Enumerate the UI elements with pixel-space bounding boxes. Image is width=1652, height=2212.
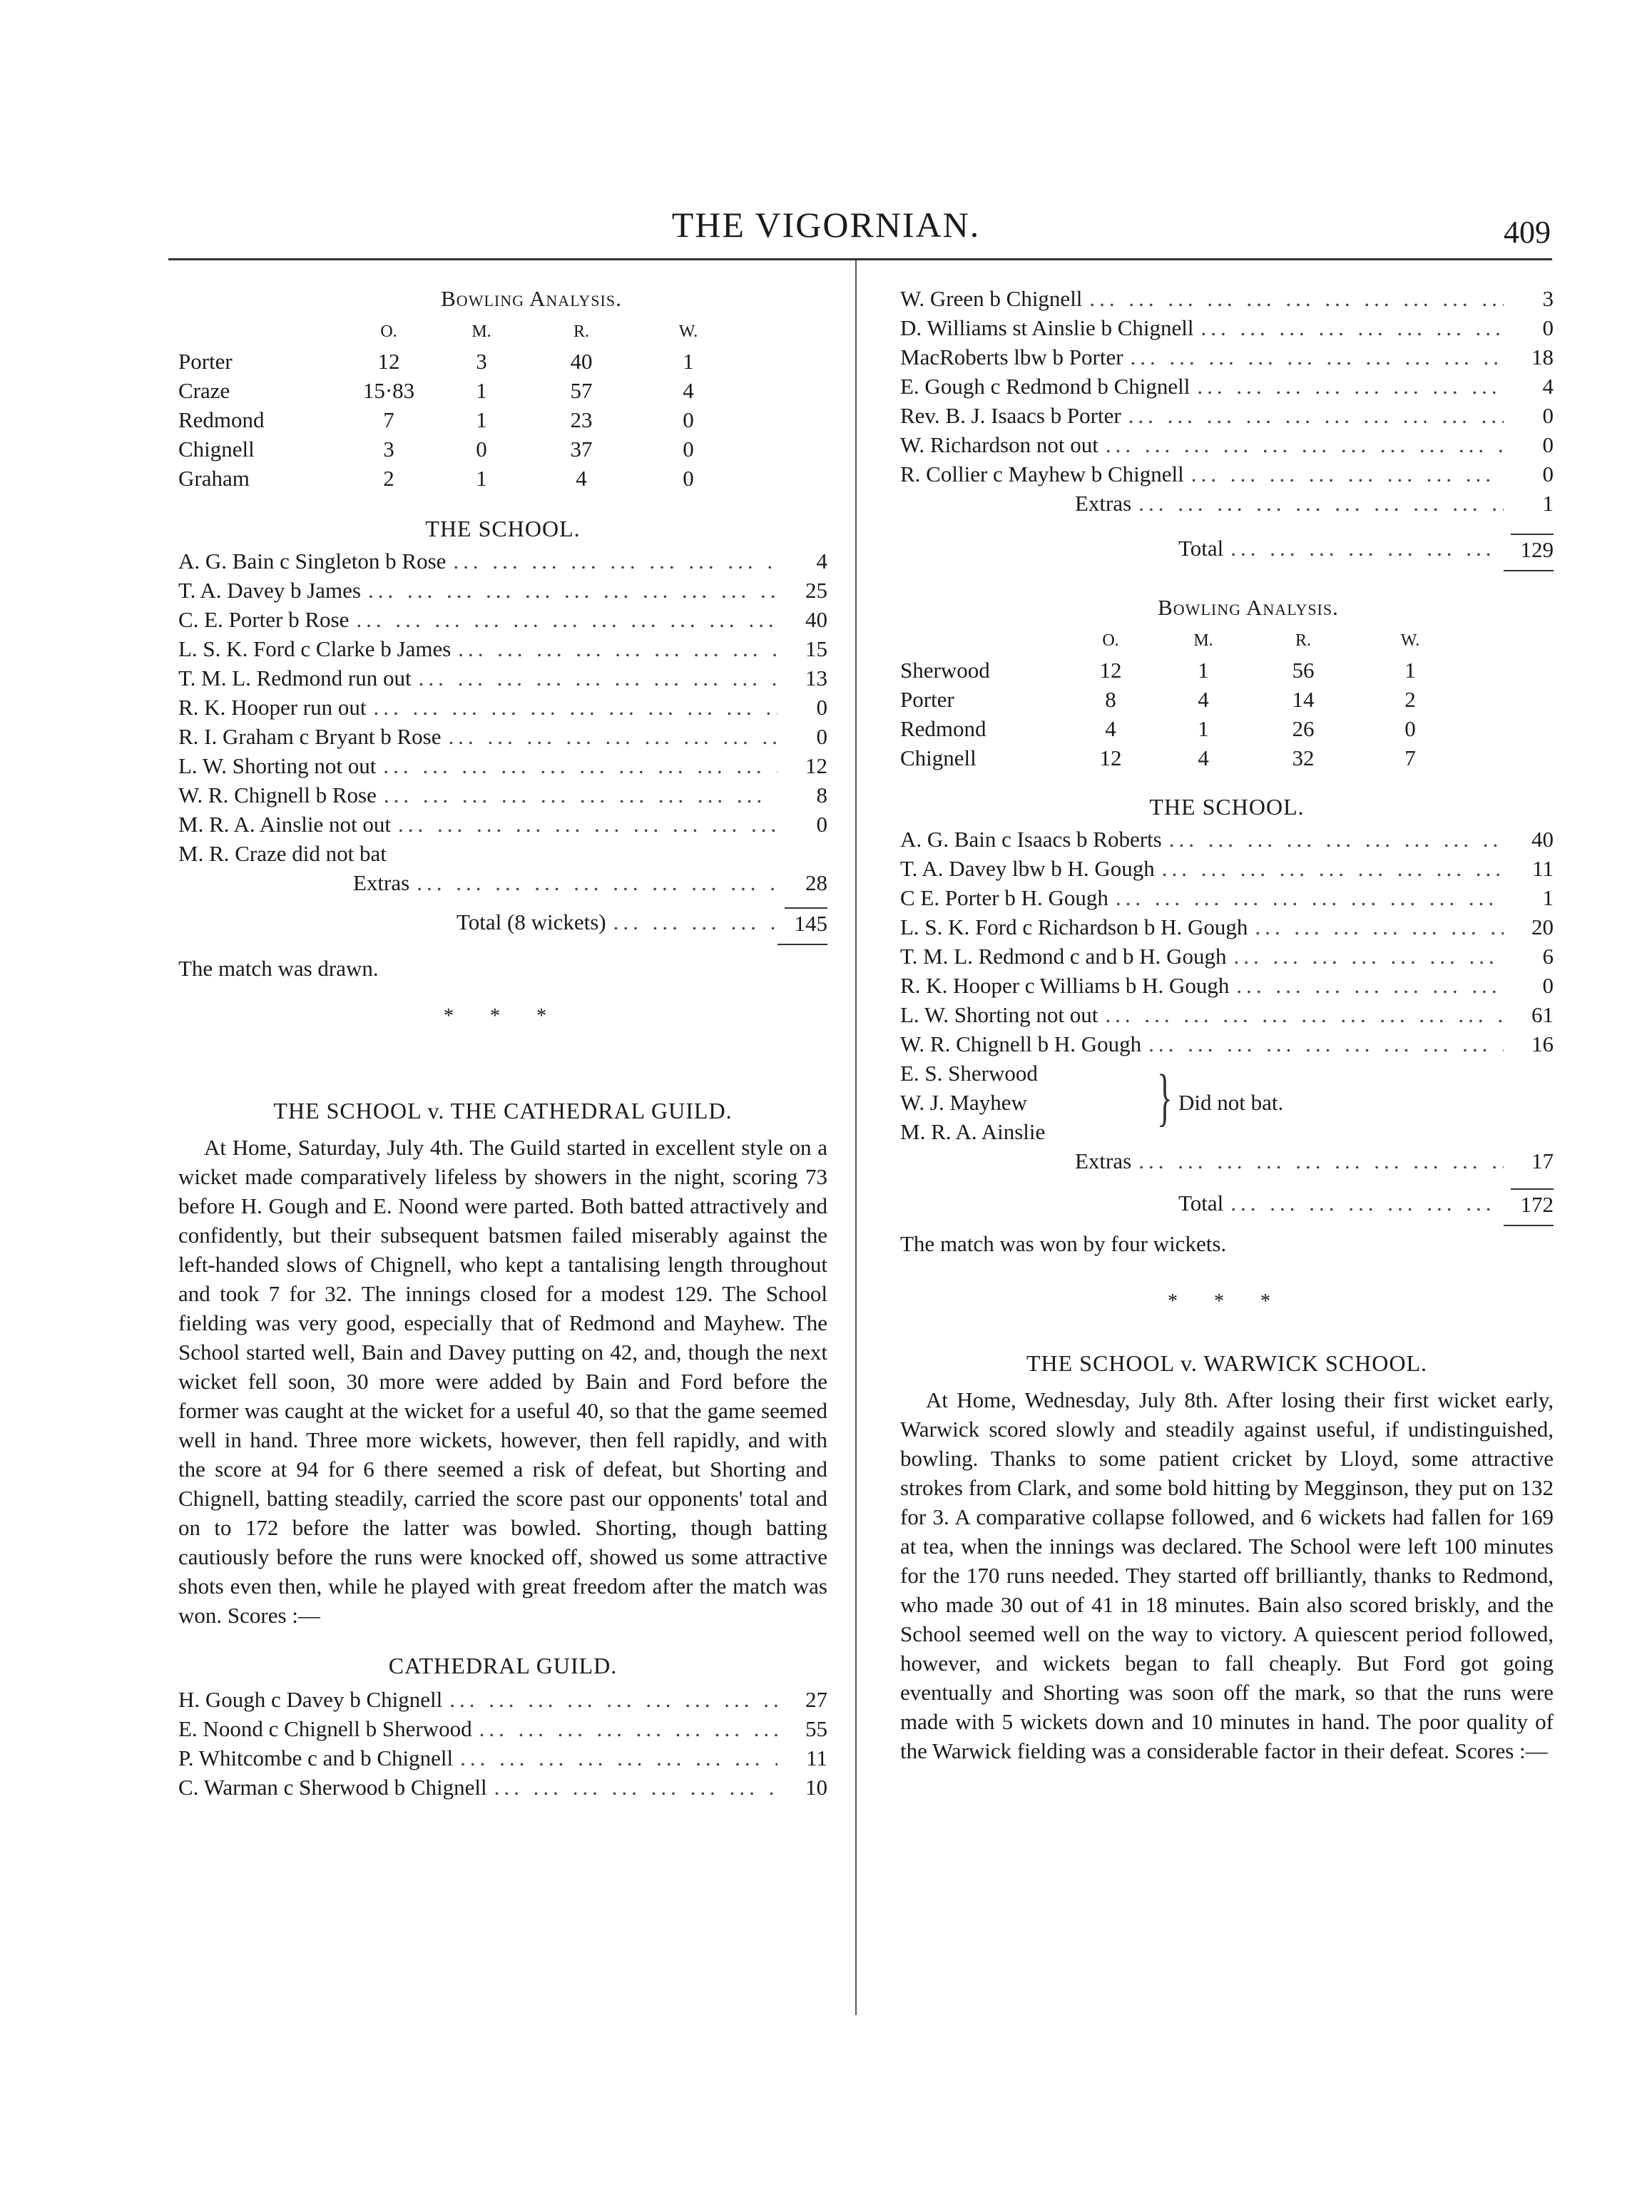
batsman-name: W. Green b Chignell [900,286,1083,311]
bowling-cell-r: 56 [1292,658,1315,683]
bowling-cell-name: Sherwood [900,658,990,683]
batsman-runs: 1 [1542,885,1554,910]
dnb-name: E. S. Sherwood [900,1061,1038,1086]
batsman-runs: 0 [1542,432,1554,457]
dot-leader [356,605,777,634]
bowling-row [178,464,827,493]
page-title: THE VIGORNIAN. [671,205,981,245]
bowling-row [900,685,1554,714]
column-divider [855,260,857,2015]
header-rule [168,258,1552,260]
col-runs: R. [573,322,589,341]
batsman-runs: 10 [805,1775,827,1800]
dot-leader [1106,430,1504,459]
batsman-row [178,546,827,576]
batsman-runs: 55 [805,1716,827,1741]
batsman-runs: 40 [1531,827,1554,852]
batsman-runs: 6 [1542,944,1554,969]
section-separator: * * * [1168,1290,1286,1313]
dot-leader [494,1773,777,1802]
batsman-name: M. R. A. Ainslie not out [178,812,391,837]
batsman-runs: 3 [1542,286,1554,311]
bowling-cell-r: 23 [570,407,593,432]
batsman-row [900,459,1554,489]
batsman-row [900,825,1554,854]
batsman-row [900,942,1554,971]
batsman-runs: 0 [1542,462,1554,486]
bowling-cell-m: 1 [476,378,487,403]
bowling-analysis-title: Bowling Analysis. [441,286,622,311]
dot-leader [419,663,777,693]
dot-leader [453,546,777,576]
batsman-name: A. G. Bain c Singleton b Rose [178,549,447,574]
bowling-cell-m: 4 [1198,687,1209,712]
right-column [900,284,1554,1765]
batsman-runs: 4 [1542,374,1554,399]
bowling-cell-o: 12 [377,349,400,374]
batsman-row [178,810,827,839]
batsman-runs: 13 [805,666,827,690]
match-title: THE SCHOOL v. THE CATHEDRAL GUILD. [273,1098,733,1123]
bowling-cell-m: 1 [476,466,487,491]
bowling-cell-w: 4 [683,378,694,403]
dnb-label: Did not bat. [1178,1090,1284,1115]
dnb-name: M. R. A. Ainslie [900,1119,1046,1144]
batsman-runs: 4 [816,549,827,574]
dot-leader [383,751,777,780]
batsman-runs: 0 [816,724,827,749]
dot-leader [460,1743,777,1773]
bowling-analysis-header [900,626,1554,656]
bowling-cell-r: 40 [570,349,593,374]
dot-leader [1131,342,1504,372]
batsman-runs: 11 [806,1745,827,1770]
batsman-name: MacRoberts lbw b Porter [900,345,1123,369]
bowling-cell-m: 4 [1198,745,1209,770]
batsman-row [900,401,1554,430]
batsman-name: L. W. Shorting not out [900,1002,1098,1027]
bowling-cell-r: 26 [1292,716,1315,741]
batsman-name: T. M. L. Redmond run out [178,666,412,690]
batsman-name: C. E. Porter b Rose [178,607,350,632]
bowling-analysis-header [178,317,827,347]
batsman-row [178,693,827,722]
bowling-cell-r: 57 [570,378,593,403]
batsman-runs: 16 [1531,1031,1554,1056]
batsman-row [900,912,1554,942]
match-result: The match was drawn. [178,956,379,981]
extras-row: Extras ... . 1 [900,489,1554,518]
dot-leader [1201,313,1504,342]
bowling-row [178,376,827,405]
bowling-cell-m: 1 [1198,658,1209,683]
bowling-cell-w: 0 [683,407,694,432]
bowling-cell-r: 32 [1292,745,1315,770]
bowling-cell-name: Craze [178,378,230,403]
batsman-row [178,1743,827,1773]
batsman-runs: 0 [1542,315,1554,340]
dot-leader [1255,912,1504,942]
bowling-cell-w: 0 [683,437,694,462]
match-result: The match was won by four wickets. [900,1231,1227,1256]
dot-leader [1233,942,1504,971]
dot-leader [384,780,777,810]
did-not-bat-group [900,1059,1554,1146]
batsman-row [178,663,827,693]
bowling-row [178,434,827,464]
did-not-bat: M. R. Craze did not bat [178,841,387,866]
batsman-row [900,1000,1554,1029]
section-separator: * * * [444,1005,562,1027]
batsman-name: W. R. Chignell b Rose [178,783,377,807]
batsman-name: W. Richardson not out [900,432,1098,457]
dot-leader [1116,883,1504,912]
batsman-row [900,284,1554,313]
left-column [178,284,827,1802]
batsman-row [178,634,827,663]
batsman-name: T. A. Davey lbw b H. Gough [900,856,1155,881]
batsman-name: C. Warman c Sherwood b Chignell [178,1775,487,1800]
scorecard-table [178,1685,827,1802]
bowling-cell-m: 0 [476,437,487,462]
bowling-cell-r: 14 [1292,687,1315,712]
batsman-name: L. W. Shorting not out [178,753,377,778]
bowling-row [178,405,827,434]
batsman-runs: 0 [1542,403,1554,428]
batsman-name: R. K. Hooper c Williams b H. Gough [900,973,1230,998]
batsman-row [900,883,1554,912]
bowling-cell-o: 2 [383,466,394,491]
batsman-runs: 12 [805,753,827,778]
dot-leader [1191,459,1504,489]
dot-leader [1089,284,1504,313]
batsman-row [900,313,1554,342]
section-heading: THE SCHOOL. [1149,794,1305,820]
dot-leader [373,693,777,722]
batsman-runs: 11 [1532,856,1554,881]
batsman-row [178,1714,827,1743]
col-wickets: W. [1400,631,1420,650]
col-runs: R. [1295,631,1311,650]
bowling-cell-r: 37 [570,437,593,462]
dot-leader [449,1685,777,1714]
dot-leader [1236,971,1504,1000]
total-row: Total (8 wickets) ... . 145 [178,907,827,938]
batsman-name: Rev. B. J. Isaacs b Porter [900,403,1121,428]
batsman-name: T. A. Davey b James [178,578,361,603]
batsman-name: H. Gough c Davey b Chignell [178,1687,443,1712]
batsman-row [178,1773,827,1802]
batsman-row [900,854,1554,883]
bowling-cell-o: 4 [1105,716,1116,741]
batsman-name: D. Williams st Ainslie b Chignell [900,315,1194,340]
col-overs: O. [1102,631,1119,650]
bowling-cell-o: 8 [1105,687,1116,712]
dnb-name: W. J. Mayhew [900,1090,1027,1115]
batsman-runs: 25 [805,578,827,603]
batsman-row [178,751,827,780]
batsman-row [900,342,1554,372]
batsman-row [178,1685,827,1714]
bowling-cell-name: Graham [178,466,250,491]
bowling-cell-w: 1 [1404,658,1416,683]
dot-leader [448,722,777,751]
bowling-cell-name: Porter [900,687,954,712]
scorecard-table [900,825,1554,1059]
batsman-name: L. S. K. Ford c Richardson b H. Gough [900,914,1248,939]
batsman-name: L. S. K. Ford c Clarke b James [178,636,452,661]
batsman-row [178,722,827,751]
bowling-cell-name: Redmond [900,716,986,741]
bowling-analysis-table [178,347,827,493]
dot-leader [1162,854,1504,883]
batsman-row [900,971,1554,1000]
match-report: At Home, Saturday, July 4th. The Guild started in excellent style on a wicket made comparatively lifeless by showers in the night, scoring 73 before H. Gough and E. Noond were parted. Both batted attractively and confidently, but their subsequent batsmen failed miserably against the left-handed slows of Chignell, who kept a tantalising length throughout and took 7 for 32. The innings closed for a modest 129. The School fielding was very good, especially that of Redmond and Mayhew. The School started well, Bain and Davey putting on 42, and, though the next wicket fell soon, 30 more were added by Bain and Ford before the former was caught at the wicket for a useful 40, so that the game seemed well in hand. Three more wickets, however, then fell rapidly, and with the score at 94 for 6 there seemed a risk of defeat, but Shorting and Chignell, batting steadily, carried the score past our opponents' total and on to 172 before the latter was bowled. Shorting, though batting cautiously before the runs were knocked off, showed us some attractive shots even then, while he played with great freedom after the match was won. Scores :— [178,1135,827,1628]
batsman-runs: 0 [816,812,827,837]
dot-leader [1197,372,1504,401]
bowling-cell-m: 1 [476,407,487,432]
dot-leader [1105,1000,1504,1029]
bowling-cell-w: 0 [1404,716,1416,741]
bowling-cell-name: Redmond [178,407,265,432]
bowling-cell-o: 12 [1099,745,1122,770]
batsman-row [178,780,827,810]
batsman-name: R. Collier c Mayhew b Chignell [900,462,1184,486]
batsman-runs: 61 [1531,1002,1554,1027]
batsman-name: W. R. Chignell b H. Gough [900,1031,1142,1056]
bowling-cell-w: 0 [683,466,694,491]
dot-leader [398,810,777,839]
bowling-cell-m: 3 [476,349,487,374]
batsman-name: R. K. Hooper run out [178,695,367,720]
bowling-cell-m: 1 [1198,716,1209,741]
match-report: At Home, Wednesday, July 8th. After losing their first wicket early, Warwick scored slowly and steadily against useful, if undistinguished, bowling. Thanks to some patient cricket by Lloyd, some attractive strokes from Clark, and some bold hitting by Megginson, they put on 132 for 3. A comparative collapse followed, and 6 wickets had fallen for 169 at tea, when the innings was declared. The School were left 100 minutes for the 170 runs needed. They started off brilliantly, thanks to Redmond, who made 30 out of 41 in 18 minutes. Bain also scored briskly, and the School seemed well on the way to victory. A quiescent period followed, however, and wickets began to fall cheaply. But Ford got going eventually and Shorting was soon off the mark, so that the runs were made with 5 wickets down and 10 minutes in hand. The poor quality of the Warwick fielding was a considerable factor in their defeat. Scores :— [900,1387,1554,1763]
batsman-runs: 0 [816,695,827,720]
batsman-runs: 8 [816,783,827,807]
extras-row: Extras ... . 17 [900,1146,1554,1176]
batsman-runs: 27 [805,1687,827,1712]
scorecard-table [900,284,1554,489]
section-heading: THE SCHOOL. [425,516,581,541]
col-overs: O. [380,322,397,341]
col-maidens: M. [1193,631,1213,650]
dot-leader [479,1714,777,1743]
batsman-runs: 0 [1542,973,1554,998]
batsman-name: P. Whitcombe c and b Chignell [178,1745,454,1770]
total-row: Total ... . 129 [900,534,1554,564]
bowling-analysis-title: Bowling Analysis. [1158,595,1339,620]
batsman-row [900,1029,1554,1059]
batsman-runs: 40 [805,607,827,632]
batsman-name: T. M. L. Redmond c and b H. Gough [900,944,1227,969]
batsman-row [178,576,827,605]
col-maidens: M. [471,322,491,341]
batsman-name: E. Gough c Redmond b Chignell [900,374,1190,399]
extras-row: Extras ... . 28 [178,868,827,897]
bowling-cell-name: Porter [178,349,233,374]
batsman-row [900,430,1554,459]
batsman-row [178,605,827,634]
bowling-row [900,656,1554,685]
batsman-name: R. I. Graham c Bryant b Rose [178,724,442,749]
dot-leader [1128,401,1504,430]
scorecard-table [178,546,827,839]
batsman-name: A. G. Bain c Isaacs b Roberts [900,827,1162,852]
batsman-name: E. Noond c Chignell b Sherwood [178,1716,472,1741]
dot-leader [368,576,777,605]
bowling-cell-o: 3 [383,437,394,462]
batsman-row [900,372,1554,401]
batsman-name: C E. Porter b H. Gough [900,885,1108,910]
bowling-cell-r: 4 [576,466,587,491]
bowling-cell-name: Chignell [900,745,977,770]
section-heading: CATHEDRAL GUILD. [388,1653,618,1678]
page-number: 409 [1504,215,1551,250]
total-row: Total ... . 172 [900,1188,1554,1219]
brace-icon: } [1157,1062,1173,1133]
bowling-row [900,714,1554,743]
bowling-cell-name: Chignell [178,437,255,462]
bowling-cell-o: 15·83 [362,378,415,403]
dot-leader [458,634,777,663]
bowling-cell-o: 7 [383,407,394,432]
batsman-runs: 15 [805,636,827,661]
match-title: THE SCHOOL v. WARWICK SCHOOL. [1026,1350,1428,1376]
batsman-runs: 18 [1531,345,1554,369]
dot-leader [1169,825,1504,854]
bowling-row [178,347,827,376]
bowling-analysis-table [900,656,1554,773]
bowling-cell-w: 7 [1404,745,1416,770]
bowling-cell-w: 2 [1404,687,1416,712]
col-wickets: W. [678,322,698,341]
dot-leader [1148,1029,1504,1059]
bowling-row [900,743,1554,773]
bowling-cell-o: 12 [1099,658,1122,683]
batsman-runs: 20 [1531,914,1554,939]
bowling-cell-w: 1 [683,349,694,374]
